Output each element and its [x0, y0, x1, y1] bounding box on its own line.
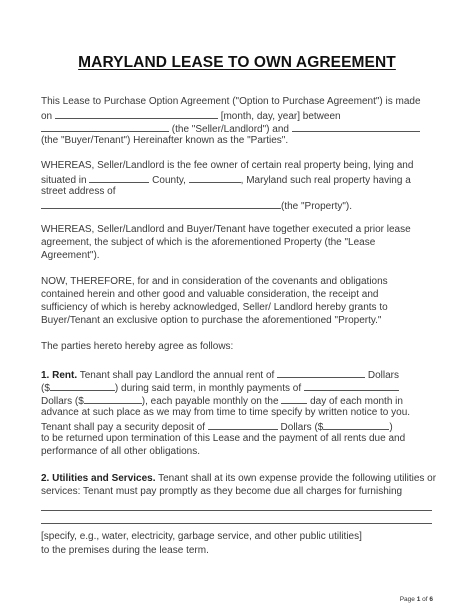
- s1-deposit-dollars-text: Dollars ($: [280, 422, 324, 433]
- s1-monthly-text: ) during said term, in monthly payments of: [114, 383, 302, 394]
- p3-line-2: agreement, the subject of which is the aforementioned Property (the "Lease: [41, 237, 376, 248]
- city-blank[interactable]: [189, 173, 241, 183]
- p1-line-2: [41, 109, 341, 123]
- p4-line-1: NOW, THEREFORE, for and in consideration of the covenants and obligations: [41, 276, 388, 287]
- p4-line-3: sufficiency of which is hereby acknowledged, Seller/ Landlord hereby grants to: [41, 302, 388, 313]
- deposit-blank[interactable]: [208, 420, 278, 430]
- s1-close-paren-text: ): [389, 422, 393, 433]
- s1-line-4: advance at such place as we may from time to time specify by written notice to you.: [41, 407, 411, 418]
- s2-intro-text: Tenant shall at its own expense provide the following utilities or: [158, 473, 437, 484]
- p5-line: The parties hereto hereby agree as follows:: [41, 341, 234, 352]
- p2-county-text: County,: [152, 175, 186, 186]
- payment-day-blank[interactable]: [281, 394, 307, 404]
- page-number: [400, 596, 433, 603]
- s1-rent-text: Tenant shall pay Landlord the annual rent of: [79, 370, 275, 381]
- p1-line-4: (the "Buyer/Tenant") Hereinafter known as the "Parties".: [41, 135, 289, 146]
- deposit-amount-blank[interactable]: [323, 420, 389, 430]
- s1-day-text: day of each month in: [310, 396, 403, 407]
- p1-seller-text: (the "Seller/Landlord") and: [171, 124, 289, 135]
- date-blank[interactable]: [55, 109, 218, 119]
- page-word: Page: [399, 596, 415, 603]
- utilities-blank-2[interactable]: [41, 523, 432, 524]
- p2-line-1: WHEREAS, Seller/Landlord is the fee owner of certain real property being, lying and: [41, 160, 414, 171]
- s1-line-7: performance of all other obligations.: [41, 446, 200, 457]
- p2-maryland-text: , Maryland such real property having a: [240, 175, 411, 186]
- p2-property-text: (the "Property").: [281, 201, 353, 212]
- s1-dollars-paren-text: Dollars ($: [41, 396, 84, 407]
- p1-line-3: [41, 122, 420, 136]
- s2-line-4: to the premises during the lease term.: [41, 545, 209, 556]
- s1-line-3: [41, 394, 403, 408]
- s1-dollars-text: Dollars: [367, 370, 400, 381]
- s1-payable-text: ), each payable monthly on the: [141, 396, 279, 407]
- p4-line-2: contained herein and other good and valuable consideration, the receipt and: [41, 289, 379, 300]
- p2-line-3: street address of: [41, 186, 116, 197]
- document-title: MARYLAND LEASE TO OWN AGREEMENT: [78, 54, 396, 71]
- annual-rent-blank[interactable]: [277, 368, 365, 378]
- s1-line-5: [41, 420, 393, 434]
- s2-line-2: services: Tenant must pay promptly as they become due all charges for furnishing: [41, 486, 403, 497]
- p1-date-text: [month, day, year] between: [220, 111, 341, 122]
- county-blank[interactable]: [89, 173, 149, 183]
- buyer-name-blank[interactable]: [292, 122, 420, 132]
- p4-line-4: Buyer/Tenant an exclusive option to purchase the aforementioned "Property.": [41, 315, 382, 326]
- of-word: of: [422, 596, 428, 603]
- s1-deposit-text: Tenant shall pay a security deposit of: [41, 422, 205, 433]
- s2-line-1: [41, 473, 436, 485]
- monthly-payment-blank[interactable]: [304, 381, 399, 391]
- s2-line-3: [specify, e.g., water, electricity, garbage service, and other public utilities]: [41, 531, 362, 542]
- p1-on-text: on: [41, 111, 53, 122]
- page-total: 6: [429, 596, 433, 603]
- s1-line-1: [41, 368, 399, 382]
- p3-line-1: WHEREAS, Seller/Landlord and Buyer/Tenant have together executed a prior lease: [41, 224, 411, 235]
- p1-line-1: This Lease to Purchase Option Agreement ("Option to Purchase Agreement") is made: [41, 96, 421, 107]
- p2-situated-text: situated in: [41, 175, 87, 186]
- p3-line-3: Agreement").: [41, 250, 100, 261]
- p2-line-4: [41, 199, 352, 213]
- monthly-amount-blank[interactable]: [84, 394, 142, 404]
- s1-line-6: to be returned upon termination of this Lease and the payment of all rents due and: [41, 433, 406, 444]
- p2-line-2: [41, 173, 411, 187]
- seller-name-blank[interactable]: [41, 122, 169, 132]
- page-current: 1: [416, 596, 421, 603]
- s1-paren-text: ($: [41, 383, 50, 394]
- utilities-heading: 2. Utilities and Services.: [41, 473, 156, 484]
- s1-line-2: [41, 381, 399, 395]
- utilities-blank-1[interactable]: [41, 510, 432, 511]
- address-blank[interactable]: [41, 199, 281, 209]
- rent-heading: 1. Rent.: [41, 370, 78, 381]
- annual-rent-amount-blank[interactable]: [50, 381, 115, 391]
